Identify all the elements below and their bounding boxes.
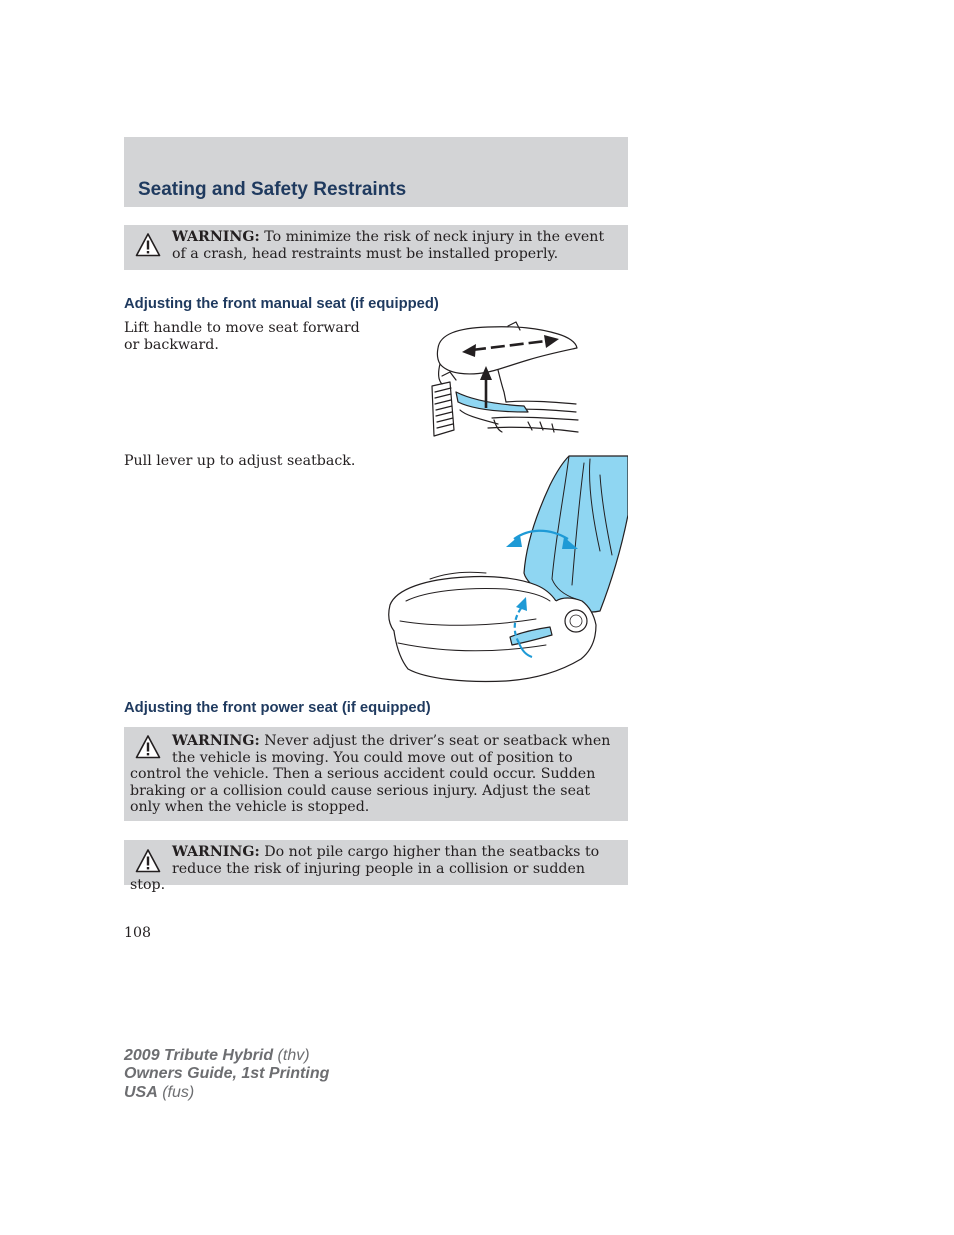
- warning-body: Never adjust the driver’s seat or seatback when the vehicle is moving. You could move out of position to control the vehicle. Then a serious accident could occur. Sudden braking or a collision could cause serious injury. Adjust the seat only when the vehicle is stopped.: [130, 733, 611, 816]
- warning-label: WARNING:: [172, 733, 260, 749]
- seatback-recline-illustration: [386, 455, 628, 683]
- heading-power-seat: Adjusting the front power seat (if equipped): [124, 700, 431, 716]
- warning-text: [130, 733, 620, 816]
- warning-box-head-restraints: [124, 225, 628, 270]
- warning-text: [130, 227, 620, 262]
- section-header-band: [124, 137, 628, 207]
- manual-seat-handle-illustration: [428, 320, 580, 438]
- warning-triangle-icon: [135, 232, 161, 258]
- warning-box-seat-adjust-while-moving: [124, 727, 628, 821]
- section-title: Seating and Safety Restraints: [138, 179, 407, 200]
- warning-body: To minimize the risk of neck injury in the event of a crash, head restraints must be installed properly.: [172, 229, 605, 262]
- footer-market: USA: [124, 1083, 158, 1101]
- footer-model-code: (thv): [273, 1047, 310, 1064]
- warning-triangle-icon: [135, 734, 161, 760]
- warning-body: Do not pile cargo higher than the seatbacks to reduce the risk of injuring people in a collision or sudden stop.: [130, 844, 600, 894]
- page-number: 108: [124, 925, 152, 941]
- footer-market-code: (fus): [157, 1083, 195, 1101]
- footer-line-3: [124, 1084, 329, 1102]
- heading-manual-seat: Adjusting the front manual seat (if equipped): [124, 296, 439, 312]
- warning-box-cargo: [124, 840, 628, 894]
- warning-text: [130, 843, 620, 894]
- instruction-lift-handle: Lift handle to move seat forward or backward.: [124, 320, 360, 353]
- footer-model: 2009 Tribute Hybrid: [124, 1047, 274, 1064]
- footer-line-1: [124, 1047, 329, 1065]
- instruction-pull-lever: Pull lever up to adjust seatback.: [124, 453, 356, 469]
- warning-triangle-icon: [135, 848, 161, 874]
- document-footer: [124, 1047, 329, 1102]
- warning-label: WARNING:: [172, 229, 260, 245]
- warning-label: WARNING:: [172, 844, 260, 860]
- footer-line-2: Owners Guide, 1st Printing: [124, 1065, 330, 1083]
